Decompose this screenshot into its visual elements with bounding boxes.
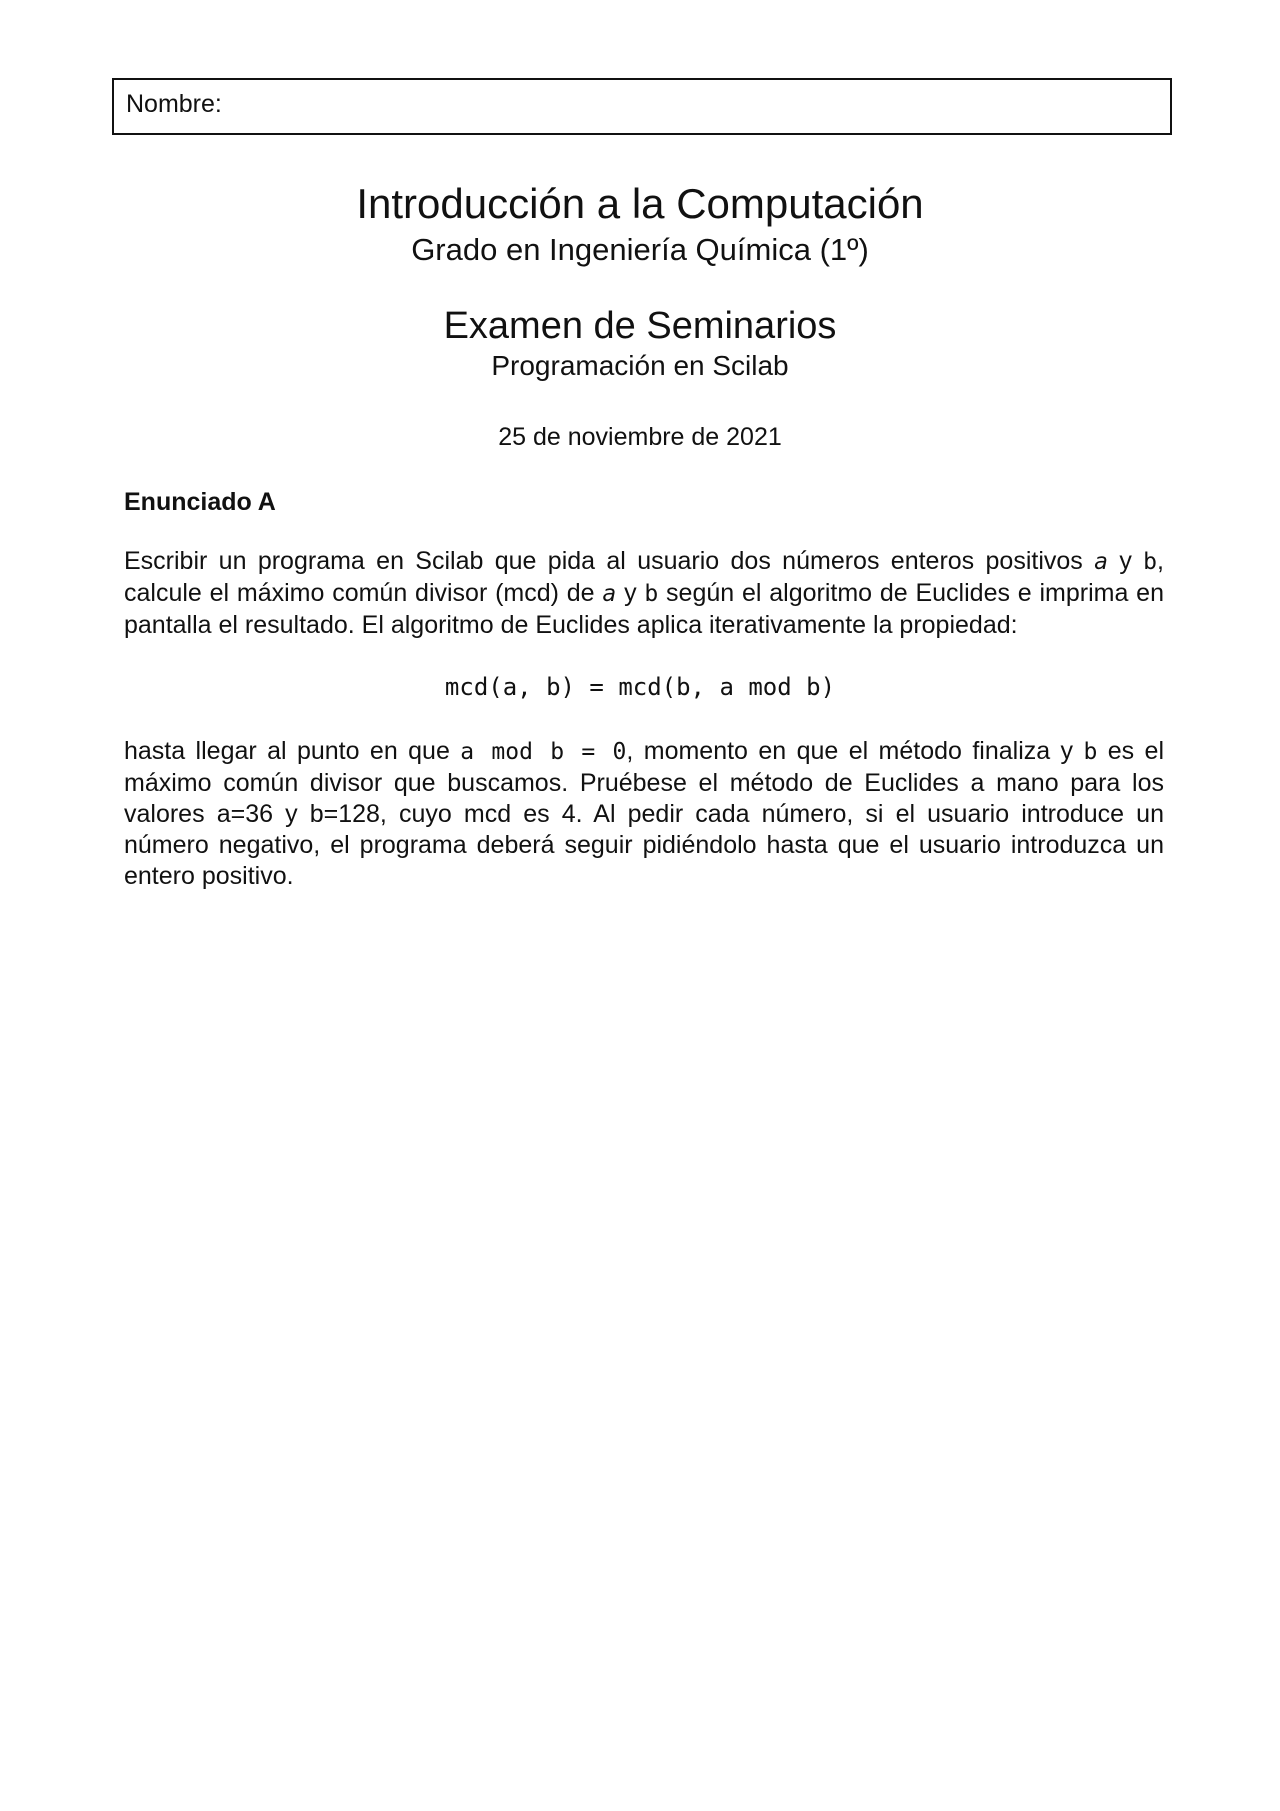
text-run: , calcule el máximo común divisor (mcd) de [124, 547, 1164, 607]
text-run: según el algoritmo de Euclides e imprima en pantalla el resultado. El algoritmo de Euclides aplica iterativamente la propiedad: [124, 579, 1164, 639]
section-heading: Enunciado A [124, 488, 276, 516]
euclid-formula: mcd(a, b) = mcd(b, a mod b) [444, 673, 836, 701]
text-run: Escribir un programa en Scilab que pida al usuario dos números enteros positivos [124, 547, 1095, 575]
text-run: y [616, 579, 645, 607]
course-title: Introducción a la Computación [356, 180, 924, 227]
name-field-box [112, 78, 1172, 135]
statement-paragraph-2 [124, 736, 1164, 892]
exam-subtitle: Programación en Scilab [491, 350, 789, 381]
statement-paragraph-1 [124, 546, 1164, 641]
text-run: es el máximo común divisor que buscamos. Pruébese el método de Euclides a mano para los valores a=36 y b=128, cuyo mcd es 4. Al pedir cada número, si el usuario introduce un número negativo, el programa deberá seguir pidiéndolo hasta que el usuario introduzca un entero positivo. [124, 737, 1164, 890]
exam-title: Examen de Seminarios [443, 305, 837, 347]
text-run: hasta llegar al punto en que [124, 737, 461, 765]
name-field-label: Nombre: [126, 90, 222, 118]
exam-date: 25 de noviembre de 2021 [498, 423, 782, 451]
text-run: , momento en que el método finaliza y [626, 737, 1084, 765]
variable-a: a [602, 581, 617, 607]
variable-b: b [1143, 549, 1158, 575]
code-condition: a mod b = 0 [460, 739, 627, 765]
variable-b: b [644, 581, 659, 607]
course-subtitle: Grado en Ingeniería Química (1º) [411, 232, 869, 267]
variable-a: a [1094, 549, 1108, 575]
variable-b: b [1083, 739, 1098, 765]
text-run: y [1107, 547, 1144, 575]
